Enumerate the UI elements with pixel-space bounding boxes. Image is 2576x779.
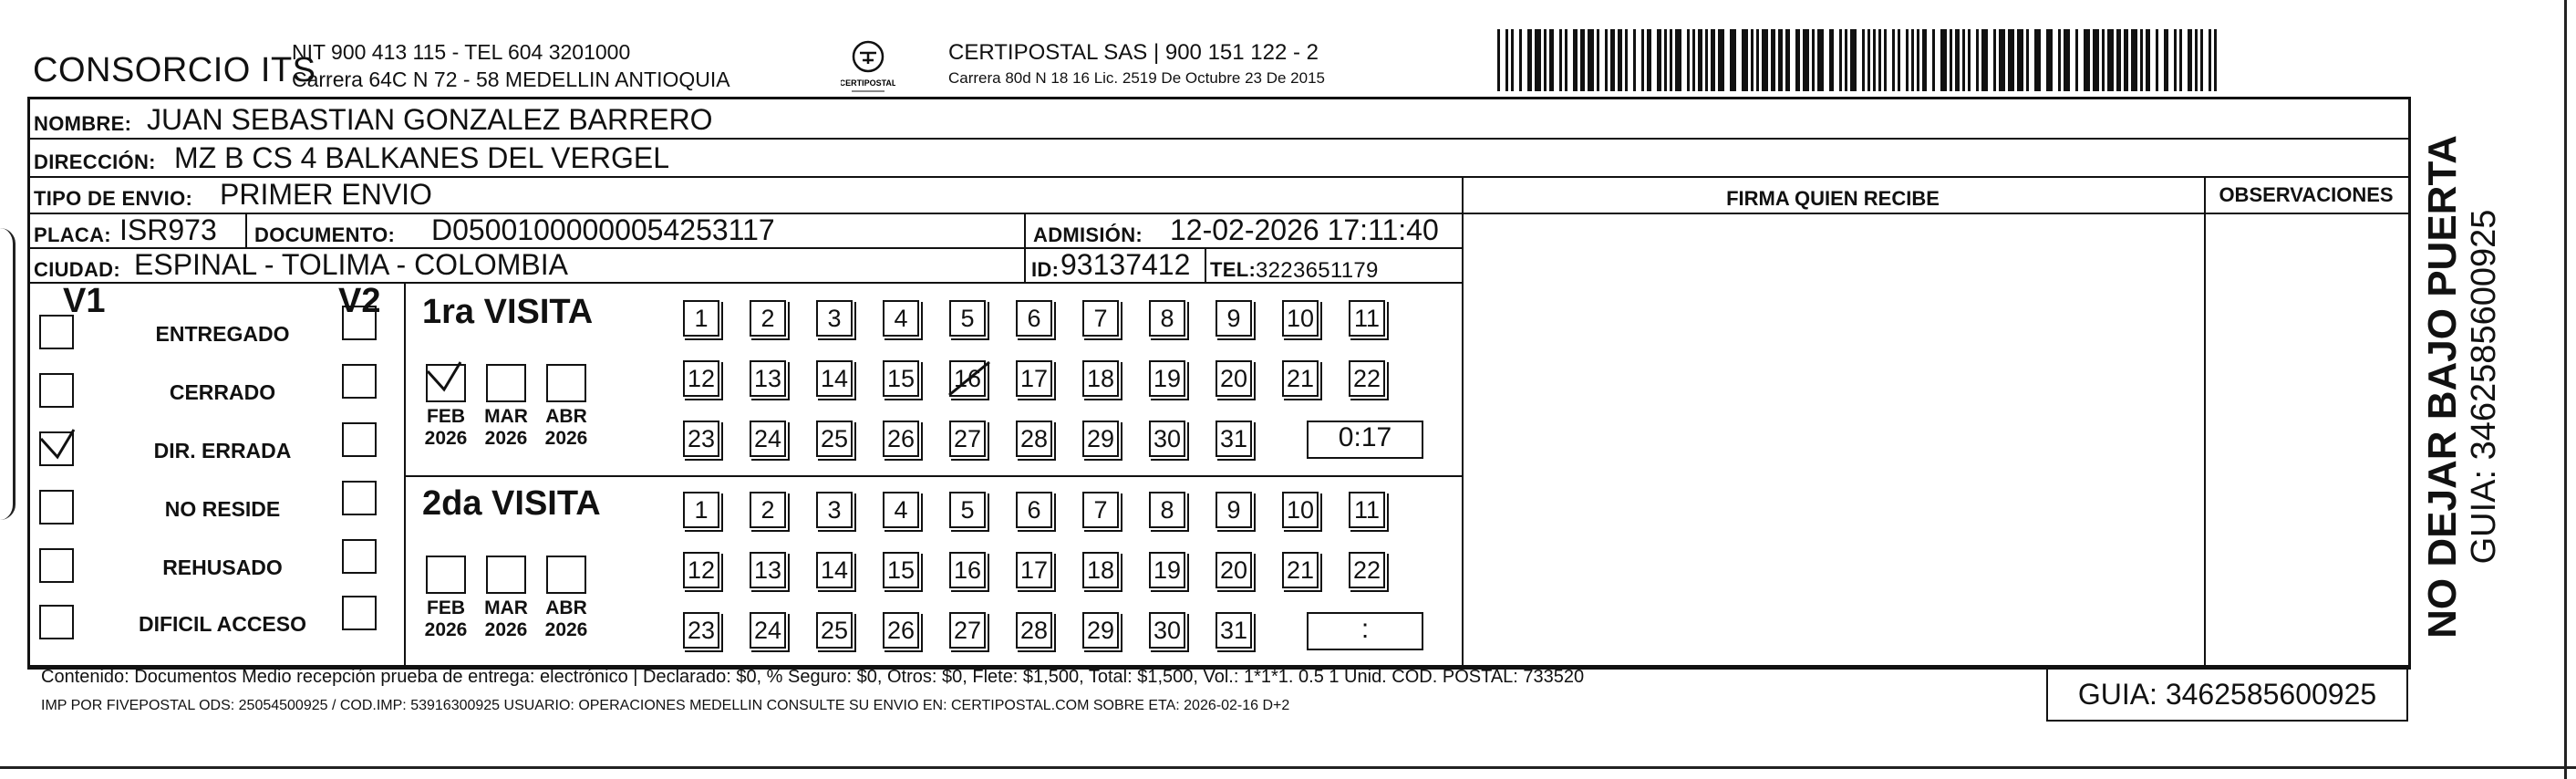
month-year: 2026 [424,619,468,640]
barcode-bar [1884,29,1887,91]
status-label: DIR. ERRADA [153,439,292,462]
day-box[interactable]: 8 [1149,492,1185,528]
col-divider [404,282,406,665]
barcode-bar [1850,29,1857,91]
barcode-bar [1762,29,1768,91]
barcode-bar [2075,29,2078,91]
month-checkbox[interactable] [486,364,526,402]
day-box[interactable]: 23 [683,421,719,457]
guia-box: GUIA: 3462585600925 [2046,667,2408,722]
barcode-bar [2064,29,2070,91]
month-label [419,406,473,450]
month-year: 2026 [484,428,528,449]
barcode-bar [1559,29,1562,91]
barcode-bar [1795,29,1800,91]
direccion-label: DIRECCIÓN: [34,151,156,173]
day-box[interactable]: 16 [949,360,986,397]
barcode-bar [2046,29,2053,91]
month-label [539,597,594,641]
day-box[interactable]: 11 [1349,492,1385,528]
barcode-bar [1911,29,1914,91]
day-box[interactable]: 16 [949,552,986,588]
barcode-bar [1839,29,1842,91]
month-year: 2026 [544,428,588,449]
day-box[interactable]: 29 [1082,421,1119,457]
barcode-bar [1641,29,1644,91]
status-label: DIFICIL ACCESO [138,612,306,636]
tel-value: 3223651179 [1256,258,1379,283]
barcode-bar [1565,29,1567,91]
barcode-bar [1785,29,1790,91]
barcode-bar [1817,29,1824,91]
month-checkbox[interactable] [426,364,466,402]
barcode-bar [2124,29,2128,91]
barcode-bar [2008,29,2014,91]
day-box[interactable]: 15 [883,360,919,397]
nombre-label: NOMBRE: [34,112,132,135]
barcode-bar [2200,29,2203,91]
footer-print-line: IMP POR FIVEPOSTAL ODS: 25054500925 / COD.IMP: 53916300925 USUARIO: OPERACIONES MEDELLIN CONSULTE SU ENVIO EN: CERTIPOSTAL.COM SOBRE ETA: 2026-02-16 D+2 [41,698,1290,713]
barcode-bar [1670,29,1672,91]
day-box[interactable]: 26 [883,421,919,457]
barcode-bar [1803,29,1809,91]
barcode-bar [1610,29,1615,91]
status-label: REHUSADO [162,556,283,579]
month-label [479,597,533,641]
id-value: 93137412 [1060,248,1191,281]
month-label [539,406,594,450]
month-checkbox[interactable] [486,556,526,594]
col-divider [2204,176,2206,665]
barcode-bar [1976,29,1979,91]
documento-value: D05001000000054253117 [431,213,775,246]
company-nit: NIT 900 413 115 - TEL 604 3201000 [292,40,631,64]
month-name: FEB [427,597,465,618]
barcode-bar [1633,29,1636,91]
time-field[interactable]: 0:17 [1307,421,1423,459]
page-edge-bottom [0,766,2576,769]
day-box[interactable]: 27 [949,612,986,649]
day-box[interactable]: 20 [1216,360,1252,397]
barcode-bar [1878,29,1881,91]
day-box[interactable]: 19 [1149,552,1185,588]
side-warning: NO DEJAR BAJO PUERTA [2420,135,2465,639]
status-label: ENTREGADO [155,322,290,346]
day-box[interactable]: 13 [750,360,786,397]
barcode-bar [1675,29,1681,91]
barcode-bar [1711,29,1715,91]
barcode-bar [1544,29,1547,91]
barcode-bar [2093,29,2099,91]
logo-text: CERTIPOSTAL [841,78,895,88]
v2-checkbox[interactable] [342,596,377,630]
placa-value: ISR973 [119,213,217,246]
barcode-bar [1829,29,1834,91]
barcode-bar [1892,29,1895,91]
barcode-bar [1812,29,1815,91]
barcode-bar [1698,29,1702,91]
day-box[interactable]: 31 [1216,612,1252,649]
day-box[interactable]: 17 [1016,552,1052,588]
barcode-bar [1505,29,1508,91]
day-box[interactable]: 28 [1016,612,1052,649]
barcode-bar [1771,29,1775,91]
barcode-bar [2140,29,2143,91]
v2-header: V2 [338,282,381,320]
col-divider [1024,213,1026,282]
check-mark-icon [37,426,78,466]
barcode-bar [2164,29,2168,91]
barcode-bar [1519,29,1522,91]
day-box[interactable]: 12 [683,360,719,397]
barcode-bar [1950,29,1952,91]
barcode-bar [1664,29,1667,91]
month-name: ABR [545,406,587,427]
barcode-bar [1597,29,1599,91]
day-box[interactable]: 10 [1282,492,1319,528]
barcode-bar [1756,29,1759,91]
certipostal-license: Carrera 80d N 18 16 Lic. 2519 De Octubre 23 De 2015 [948,69,1325,87]
barcode-bar [1906,29,1909,91]
row-divider [30,282,1462,284]
day-box[interactable]: 23 [683,612,719,649]
v1-checkbox[interactable] [39,373,74,408]
barcode-bar [2209,29,2211,91]
visit1-title: 1ra VISITA [422,293,594,331]
day-box[interactable]: 7 [1082,492,1119,528]
month-year: 2026 [424,428,468,449]
barcode-bar [1535,29,1541,91]
barcode-bar [2102,29,2105,91]
day-box[interactable]: 1 [683,492,719,528]
barcode-bar [2179,29,2182,91]
day-box[interactable]: 30 [1149,612,1185,649]
day-box[interactable]: 14 [816,360,853,397]
month-name: MAR [484,406,528,427]
v2-checkbox[interactable] [342,422,377,457]
side-label [2421,135,2503,639]
barcode-bar [1605,29,1608,91]
barcode-bar [1862,29,1865,91]
month-checkbox[interactable] [546,364,586,402]
day-box[interactable]: 22 [1349,552,1385,588]
day-box[interactable]: 9 [1216,300,1252,337]
day-box[interactable]: 8 [1149,300,1185,337]
ciudad-label: CIUDAD: [34,258,120,281]
col-divider [1205,247,1206,282]
day-strike-icon [947,358,991,399]
v1-checkbox[interactable] [39,431,74,466]
v1-checkbox[interactable] [39,490,74,525]
day-box[interactable]: 10 [1282,300,1319,337]
day-box[interactable]: 2 [750,300,786,337]
barcode-bar [2017,29,2023,91]
barcode-bar [1873,29,1876,91]
barcode-bar [1511,29,1514,91]
barcode-bar [1940,29,1947,91]
barcode-bar [1778,29,1783,91]
v1-header: V1 [63,282,106,320]
day-box[interactable]: 12 [683,552,719,588]
day-box[interactable]: 4 [883,300,919,337]
company-name: CONSORCIO ITS [33,51,316,89]
tel-label: TEL: [1210,258,1257,281]
day-box[interactable]: 5 [949,300,986,337]
day-box[interactable]: 27 [949,421,986,457]
day-box[interactable]: 13 [750,552,786,588]
barcode-bar [1867,29,1870,91]
day-box[interactable]: 20 [1216,552,1252,588]
month-name: ABR [545,597,587,618]
certipostal-name: CERTIPOSTAL SAS | 900 151 122 - 2 [948,40,1319,65]
barcode-bar [2084,29,2090,91]
side-guia: GUIA: 3462585600925 [2465,209,2503,565]
nombre-value: JUAN SEBASTIAN GONZALEZ BARRERO [147,103,713,136]
day-box[interactable]: 7 [1082,300,1119,337]
barcode-bar [2058,29,2061,91]
barcode-bar [1647,29,1651,91]
barcode-bar [1573,29,1578,91]
firma-header: FIRMA QUIEN RECIBE [1726,187,1940,210]
day-box[interactable]: 5 [949,492,986,528]
barcode-bar [1932,29,1935,91]
barcode-bar [1657,29,1661,91]
admision-label: ADMISIÓN: [1033,223,1143,246]
month-label [419,597,473,641]
col-divider [1462,176,1464,665]
barcode-bar [1845,29,1847,91]
barcode-bar [1705,29,1708,91]
day-box[interactable]: 21 [1282,360,1319,397]
observaciones-header: OBSERVACIONES [2219,183,2394,206]
admision-value: 12-02-2026 17:11:40 [1170,213,1439,246]
month-checkbox[interactable] [426,556,466,594]
ciudad-value: ESPINAL - TOLIMA - COLOMBIA [134,248,568,281]
day-box[interactable]: 11 [1349,300,1385,337]
check-mark-icon [424,358,464,399]
barcode-bar [2214,29,2217,91]
day-box[interactable]: 1 [683,300,719,337]
day-box[interactable]: 18 [1082,360,1119,397]
status-label: NO RESIDE [164,497,281,521]
tipo-label: TIPO DE ENVIO: [34,187,193,210]
barcode-bar [1981,29,1988,91]
barcode-bar [2116,29,2121,91]
barcode-bar [1549,29,1554,91]
day-box[interactable]: 19 [1149,360,1185,397]
day-box[interactable]: 2 [750,492,786,528]
barcode-bar [2174,29,2177,91]
day-box[interactable]: 30 [1149,421,1185,457]
barcode-bar [1527,29,1532,91]
direccion-value: MZ B CS 4 BALKANES DEL VERGEL [174,141,669,174]
v2-checkbox[interactable] [342,539,377,574]
company-info [292,38,730,93]
day-box[interactable]: 26 [883,612,919,649]
barcode-bar [1955,29,1960,91]
time-field[interactable]: : [1307,612,1423,650]
v2-checkbox[interactable] [342,364,377,399]
barcode-bar [1588,29,1594,91]
barcode-bar [1618,29,1622,91]
status-label: CERRADO [169,380,276,404]
barcode-bar [2156,29,2158,91]
barcode-bar [1922,29,1927,91]
month-year: 2026 [484,619,528,640]
day-box[interactable]: 28 [1016,421,1052,457]
barcode-bar [1730,29,1736,91]
month-name: FEB [427,406,465,427]
day-box[interactable]: 24 [750,612,786,649]
v1-checkbox[interactable] [39,548,74,583]
day-box[interactable]: 29 [1082,612,1119,649]
v1-checkbox[interactable] [39,315,74,349]
day-box[interactable]: 6 [1016,300,1052,337]
month-name: MAR [484,597,528,618]
barcode-bar [1999,29,2005,91]
id-label: ID: [1031,258,1060,281]
footer-content-line: Contenido: Documentos Medio recepción prueba de entrega: electrónico | Declarado: $0, % Seguro: $0, Otros: $0, Flete: $1,500, Total: $1,500, Vol.: 1*1*1. 0.5 1 Unid. COD. POSTAL: 733520 [41,667,1585,687]
certipostal-info [948,40,1325,91]
barcode-bar [1917,29,1919,91]
barcode-bar [1580,29,1585,91]
barcode-bar [1993,29,1996,91]
day-box[interactable]: 18 [1082,552,1119,588]
col-divider [245,213,247,247]
day-box[interactable]: 3 [816,300,853,337]
barcode-bar [2034,29,2041,91]
row-divider [30,138,2408,140]
documento-label: DOCUMENTO: [254,223,396,246]
day-box[interactable]: 25 [816,421,853,457]
barcode-bar [1898,29,1900,91]
month-label [479,406,533,450]
col-divider [2408,99,2410,213]
barcode-bar [1497,29,1500,91]
barcode-bar [2188,29,2192,91]
barcode-bar [2026,29,2029,91]
day-box[interactable]: 17 [1016,360,1052,397]
barcode [1497,29,2227,91]
barcode-bar [2195,29,2198,91]
barcode-bar [1742,29,1748,91]
page-edge-right [2564,0,2567,779]
month-year: 2026 [544,619,588,640]
barcode-bar [1962,29,1965,91]
visit-divider [404,475,1462,477]
v1-checkbox[interactable] [39,605,74,639]
barcode-bar [1751,29,1754,91]
day-box[interactable]: 31 [1216,421,1252,457]
tipo-value: PRIMER ENVIO [220,178,432,211]
day-box[interactable]: 25 [816,612,853,649]
page-edge-left [0,228,16,520]
day-box[interactable]: 6 [1016,492,1052,528]
day-box[interactable]: 21 [1282,552,1319,588]
placa-label: PLACA: [34,223,111,246]
v2-checkbox[interactable] [342,481,377,515]
day-box[interactable]: 22 [1349,360,1385,397]
day-box[interactable]: 9 [1216,492,1252,528]
day-box[interactable]: 14 [816,552,853,588]
visit2-title: 2da VISITA [422,484,601,523]
barcode-bar [1687,29,1690,91]
barcode-bar [2131,29,2137,91]
barcode-bar [1692,29,1695,91]
barcode-bar [1718,29,1724,91]
day-box[interactable]: 4 [883,492,919,528]
barcode-bar [1968,29,1971,91]
barcode-bar [2107,29,2114,91]
day-box[interactable]: 15 [883,552,919,588]
day-box[interactable]: 24 [750,421,786,457]
v2-checkbox[interactable] [342,306,377,340]
day-box[interactable]: 3 [816,492,853,528]
company-address: Carrera 64C N 72 - 58 MEDELLIN ANTIOQUIA [292,68,730,91]
barcode-bar [2146,29,2150,91]
barcode-bar [1625,29,1628,91]
month-checkbox[interactable] [546,556,586,594]
